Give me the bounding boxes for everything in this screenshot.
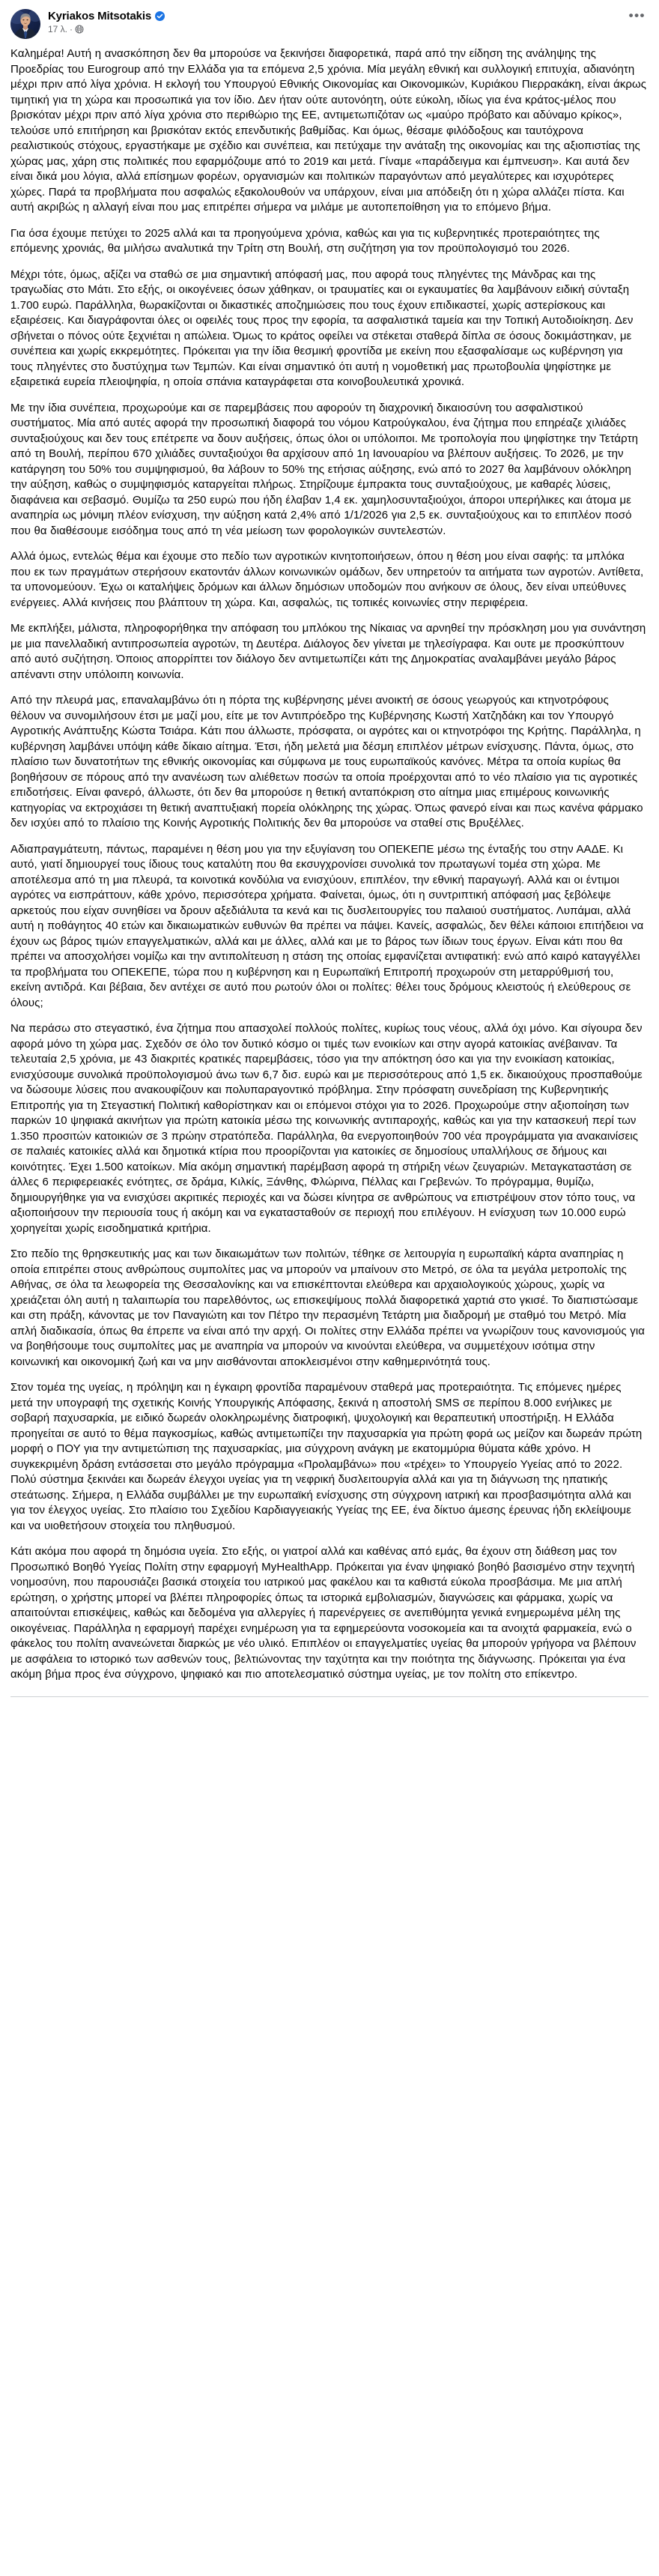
post-paragraph: Με την ίδια συνέπεια, προχωρούμε και σε παρεμβάσεις που αφορούν τη διαχρονική δικαιοσύνη του ασφαλιστικού συστήματος. Μία από αυτές αφορά την προσωπική διαφορά του νόμου Κατρούγκαλου, ένα ζήτημα που επηρέαζε χιλιάδες συνταξιούχους και δεν τους επέτρεπε να δουν αυξήσεις, όπως όλοι οι υπόλοιποι. Με τροπολογία που ψηφίστηκε την Τετάρτη από τη Βουλή, περίπου 670 χιλιάδες συνταξιούχοι θα αρχίσουν από 1η Ιανουαρίου να βλέπουν αυξήσεις. Το 2026, με την κατάργηση του 50% του συμψηφισμού, θα λάβουν το 50% της ετήσιας αύξησης, ενώ από το 2027 θα λαμβάνουν ολόκληρη την αύξηση, καθώς ο συμψηφισμός καταργείται πλήρως. Στηρίζουμε έμπρακτα τους συνταξιούχους, με καθαρές λύσεις, διαφάνεια και σεβασμό. Θυμίζω τα 250 ευρώ που ήδη έλαβαν 1,4 εκ. χαμηλοσυνταξιούχοι, άποροι υπερήλικες και άτομα με αναπηρία ως μόνιμη πλέον ενίσχυση, την αύξηση κατά 2,4% από 1/1/2026 για 2,5 εκ. συνταξιούχους και το επιπλέον ποσό που θα διαθέσουμε εισόδημα τους από τη νέα μείωση των φορολογικών συντελεστών. [10, 401, 638, 537]
post-timestamp[interactable]: 17 λ. [48, 24, 68, 34]
verified-badge-icon [155, 11, 165, 21]
header-text-block [48, 9, 165, 34]
post-paragraph: Στο πεδίο της θρησκευτικής μας και των δικαιωμάτων των πολιτών, τέθηκε σε λειτουργία η ευρωπαϊκή κάρτα αναπηρίας η οποία επιτρέπει στους ανθρώπους συμπολίτες μας να μπορούν να μπαίνουν στο Μετρό, σε όλα τα μεγάλα μετροπολίς της Αθήνας, σε όλα τα λεωφορεία της Θεσσαλονίκης και να επισκέπτονται ελεύθερα και αρχαιολογικούς χώρους, χωρίς να χρειάζεται όλη αυτή η ταλαιπωρία του παρελθόντος, ως επισκεψίμους πολλά διαφορετικά χαρτιά στο γκισέ. Το διαπιστώσαμε και στη πράξη, κάνοντας με τον Παναγιώτη και τον Πέτρο την περασμένη Τετάρτη μια διαδρομή με σταθμό του Μετρό. Μία απλή διαδικασία, όπως θα έπρεπε να είναι από την αρχή. Οι πολίτες στην Ελλάδα πρέπει να γνωρίζουν τους κανονισμούς για να βοηθήσουμε τους συμπολίτες μας με αναπηρία να μπορούν να κινούνται ελεύθερα, να συμμετέχουν ισότιμα στην κοινωνική και οικονομική ζωή και να μην αισθάνονται αποκλεισμένοι στην καθημερινότητά τους. [10, 1248, 646, 1368]
post-body [0, 39, 659, 1696]
post-paragraph: Με εκπλήξει, μάλιστα, πληροφορήθηκα την απόφαση του μπλόκου της Νίκαιας να αρνηθεί την πρόσκληση μου για συνάντηση με μια πανελλαδική αντιπροσωπεία αγροτών, τη Δευτέρα. Διάλογος δεν γίνεται με τηλεσίγραφα. Και ουτε με προσκύπτουν από αυτό συζήτηση. Όποιος απορρίπτει τον διάλογο δεν αντιμετωπίζει κάτι της Δημοκρατίας αναλαμβάνει μεγάλο βάρος απέναντι στην υπόλοιπη κοινωνία. [10, 622, 646, 681]
post-meta-row [48, 24, 165, 34]
post-paragraph: Από την πλευρά μας, επαναλαμβάνω ότι η πόρτα της κυβέρνησης μένει ανοικτή σε όσους γεωργούς και κτηνοτρόφους θέλουν να συνομιλήσουν έτσι με μαζί μου, είτε με τον Αντιπρόεδρο της Κυβέρνησης Κωστή Χατζηδάκη και τον Υπουργό Αγροτικής Ανάπτυξης Κώστα Τσιάρα. Κάτι που άλλωστε, πρόσφατα, οι αγρότες και οι κτηνοτρόφοι της Κρήτης. Παράλληλα, η κυβέρνηση λαμβάνει υπόψη κάθε δίκαιο αίτημα. Έτσι, ήδη μελετά μια δέσμη επιπλέον μέτρων ενίσχυσης. Πάντα, όμως, στο πλαίσιο των δυνατοτήτων της εθνικής οικονομίας και σύμφωνα με τους ευρωπαϊκούς κανόνες. Μέτρα τα οποία κυρίως θα βοηθήσουν σε πόρους από την ανανέωση των αλιέθετων ποσών τα οποία προέρχονται από το νέο πλαίσιο για τις αγροτικές επιδοτήσεις. Είναι φανερό, άλλωστε, ότι δεν θα μπορούσε η θετική ανταπόκριση στο αίτημα μιας επιμέρους κοινωνικής κατηγορίας να εκτροχιάσει τη θετική αναπτυξιακή πορεία ολόκληρης της χώρας. Όπως φανερό είναι και πως κανένα φάρμακο δεν ισχύει από το πλαίσιο της Κοινής Αγροτικής Πολιτικής δεν θα μπορούσε να σταθεί στις Βρυξέλλες. [10, 694, 643, 829]
post-paragraph: Κάτι ακόμα που αφορά τη δημόσια υγεία. Στο εξής, οι γιατροί αλλά και καθένας από εμάς, θα έχουν στη διάθεση μας τον Προσωπικό Βοηθό Υγείας Πολίτη στην εφαρμογή MyHealthApp. Πρόκειται για έναν ψηφιακό βοηθό βασισμένο στην τεχνητή νοημοσύνη, που παρουσιάζει βασικά στοιχεία του ιατρικού μας φακέλου και τα καθιστά εύκολα προσβάσιμα. Με μια απλή ερώτηση, ο χρήστης μπορεί να βλέπει πληροφορίες όπως τα ιστορικά εμβολιασμών, διαγνώσεις και φάρμακα, χωρίς να απαιτούνται επισκέψεις, καθώς και δεδομένα για αλλεργίες ή παρενέργειες σε ανεπιθύμητα γενικά ενημερωμένα μέλη της οικογένειας. Παράλληλα η εφαρμογή παρέχει ενημέρωση για τα εφημερεύοντα νοσοκομεία και τα ανοιχτά φαρμακεία, ενώ ο φάκελος του πολίτη ανανεώνεται διαρκώς με νέο υλικό. Επιπλέον οι επαγγελματίες υγείας θα μπορούν γρήγορα να βλέπουν με ασφάλεια το ιστορικό των ασθενών τους, βελτιώνοντας την ταχύτητα και την ποιότητα της διάγνωσης. Πρόκειται για ένα ακόμη βήμα προς ένα σύγχρονο, ψηφιακό και πιο αποτελεσματικό σύστημα υγείας, με τον πολίτη στο επίκεντρο. [10, 1545, 637, 1681]
meta-separator: · [70, 24, 73, 34]
author-name[interactable]: Kyriakos Mitsotakis [48, 10, 152, 22]
avatar[interactable] [10, 9, 40, 39]
post-paragraph: Αλλά όμως, εντελώς θέμα και έχουμε στο πεδίο των αγροτικών κινητοποιήσεων, όπου η θέση μου είναι σαφής: τα μπλόκα που εκ των πραγμάτων στερήσουν εκατοντάν άλλων κοινωνικών ομάδων, δεν υπηρετούν τα αιτήματα των αγροτών. Αντίθετα, τα υπονομεύουν. Έχω οι καταλήψεις δρόμων και άλλων δημόσιων υποδομών που ανήκουν σε όλους, δεν είναι υπεύθυνες ενέργειες. Αλλά κινήσεις που βλάπτουν τη χώρα. Και, ασφαλώς, τις τοπικές κοινωνίες στην περιφέρεια. [10, 550, 644, 609]
post-options-button[interactable]: ••• [628, 8, 646, 22]
post-footer-divider [10, 1696, 649, 1697]
post-paragraph: Καλημέρα! Αυτή η ανασκόπηση δεν θα μπορούσε να ξεκινήσει διαφορετικά, παρά από την είδηση της ανάληψης της Προεδρίας του Eurogroup από την Ελλάδα για τα επόμενα 2,5 χρόνια. Μία μεγάλη εθνική και συλλογική επιτυχία, αδιανόητη μέχρι πριν από λίγα χρόνια. Η εκλογή του Υπουργού Εθνικής Οικονομίας και Οικονομικών, Κυριάκου Πιερρακάκη, είναι άκρως τιμητική για τη χώρα και προσωπικά για τον ίδιο. Δεν ήταν ούτε αυτονόητη, ούτε εύκολη, ιδίως για ένα κράτος-μέλος που βρισκόταν μέχρι πριν από λίγα χρόνια στο περιθώριο της ΕΕ, αντιμετωπιζόταν ως «μαύρο πρόβατο και αδύναμο κρίκος», τελούσε υπό επιτήρηση και βρισκόταν εκτός επενδυτικής βαθμίδας. Και όμως, θέσαμε φιλόδοξους και ταυτόχρονα ρεαλιστικούς στόχους, εργαστήκαμε με σχέδιο και συνέπεια, και πετύχαμε την ανάταξη της οικονομίας και της αξιοπιστίας της χώρας μας, χάρη στις πολιτικές που εφαρμόζουμε από το 2019 και μετά. Γίναμε «παράδειγμα και έμπνευση». Και αυτά δεν είναι δικά μου λόγια, αλλά επίσημων φορέων, οργανισμών και πολιτικών παραγόντων από μεγαλύτερες και ισχυρότερες χώρες. Παρά τα προβλήματα που ασφαλώς εξακολουθούν να υπάρχουν, είναι μια απόδειξη ότι η χώρα αλλάζει πίστα. Και αυτή ακριβώς η αλλαγή είναι που μας επιτρέπει σήμερα να μιλάμε με αυτοπεποίθηση για το επόμενο βήμα. [10, 47, 647, 214]
post-header [0, 0, 659, 39]
post-paragraph: Στον τομέα της υγείας, η πρόληψη και η έγκαιρη φροντίδα παραμένουν σταθερά μας προτεραιότητα. Τις επόμενες ημέρες μετά την υπογραφή της σχετικής Κοινής Υπουργικής Απόφασης, ξεκινά η αποστολή SMS σε περίπου 8.000 ενήλικες με σοβαρή παχυσαρκία, με ειδικό δωρεάν ολοκληρωμένης διατροφική, ψυχολογική και θεραπευτική υποστήριξη. Η Ελλάδα προηγείται σε αυτό το θέμα παγκοσμίως, καθώς αντιμετωπίζει την παχυσαρκία για πρώτη φορά ως μείζον και δωρεάν πρώτη μορφή ο ΠΟΥ για την αντιμετώπιση της παχυσαρκίας, μια σύγχρονη ανάγκη με εκατομμύρια θύματα κάθε χρόνο. Η συγκεκριμένη δράση εντάσσεται στο μεγάλο πρόγραμμα «Προλαμβάνω» που «τρέχει» το Υπουργείο Υγείας από το 2022. Πολύ σύστημα ξεκινάει και δωρεάν έλεγχοι υγείας για τη νεφρική δυσλειτουργία αλλά και για τη διάγνωση της ηπατικής στεάτωσης. Σήμερα, η Ελλάδα συμβάλλει με την ευρωπαϊκή ενίσχυσης στη σύγχρονη ιατρική και προσβασιμότητα αλλά και για τον έλεγχος υγείας. Στο πλαίσιο του Σχεδίου Καρδιαγγειακής Υγείας της ΕΕ, ένα δίκτυο άμεσης έρευνας ήδη εκλείψουμε και να υιοθετήσουν στοιχεία του πληθυσμού. [10, 1381, 643, 1532]
post-paragraph: Αδιαπραγμάτευτη, πάντως, παραμένει η θέση μου για την εξυγίανση του ΟΠΕΚΕΠΕ μέσω της ένταξής του στην ΑΑΔΕ. Κι αυτό, γιατί δημιουργεί τους ίδιους τους καταλύτη που θα εκσυγχρονίσει συνολικά τον πρωταγωνί τομέα στη χώρα. Με αποτέλεσμα από τη μια πλευρά, τα κοινοτικά κονδύλια να ενισχύουν, επιπλέον, την εθνική παραγωγή. Αλλά και οι έντιμοι αγρότες να εισπράττουν, κάθε χρόνο, περισσότερα χρήματα. Φαίνεται, όμως, ότι η συντριπτική απόφασή μας ξεβόλεψε αρκετούς που είχαν συνηθίσει να δρουν αξεδιάλυτα τα κενά και τις δυσλειτουργίες του παλαιού συστήματος. Λυπάμαι, αλλά αυτή η ποθάγητος 40 ετών και δικαιωματικών ευθυνών θα πρέπει να πάψει. Κανείς, ασφαλώς, δεν θέλει κάποιοι επιτήδειοι να έχουν ως βάρος τιμών επαγγελματικών, αλλά και με άλλες, αλλά και με το βάρος των ίδιων τους έργων. Είναι κάτι που θα πρέπει να αποσχολήσει νομίζω και την αντιπολίτευση η στάση της οποίας εμφανίζεται αντιφατική: ενώ από καιρό καταγγέλλει τα προβλήματα του ΟΠΕΚΕΠΕ, τώρα που η κυβέρνηση και η Ευρωπαϊκή Επιτροπή προχωρούν στη μεταρρύθμισή του, εκείνη αντιδρά. Και βέβαια, δεν αντέχει σε αυτό που ρωτούν όλοι οι πολίτες: θέλει τους δρόμους κλειστούς ή ελεύθερους σε όλους; [10, 842, 644, 1009]
globe-icon[interactable] [75, 25, 84, 34]
profile-avatar-image [10, 9, 40, 39]
post-paragraph: Να περάσω στο στεγαστικό, ένα ζήτημα που απασχολεί πολλούς πολίτες, κυρίως τους νέους, αλλά όχι μόνο. Και σίγουρα δεν αφορά μόνο τη χώρα μας. Σχεδόν σε όλο τον δυτικό κόσμο οι τιμές των ενοικίων και στην αγορά κατοικίας ανέβαιναν. Τα τελευταία 2,5 χρόνια, με 43 διακριτές κρατικές παρεμβάσεις, τόσο για την απόκτηση όσο και για την ενοικίαση κατοικίας, ενισχύσουμε συνολικά προϋπολογισμού άνω των 6,7 δισ. ευρώ και με περισσότερους από 1,5 εκ. δικαιούχους προσπαθούμε να δώσουμε λύσεις που ανακουφίζουν και πολυπαραγοντικό πρόβλημα. Στην πρόσφατη συνεδρίαση της Κυβερνητικής Επιτροπής για τη Στεγαστική Πολιτική καθορίστηκαν και οι επόμενοι στόχοι για το 2026. Προχωρούμε στην αξιοποίηση των παρκών 10 ψηφιακά ακινήτων για πρώτη κατοικία μέσω της κοινωνικής αντιπαροχής, καθώς και για την κατασκευή περί των 1.350 προσιτών κατοικιών σε 3 πρώην στρατόπεδα. Παράλληλα, θα ενεργοποιηθούν 700 νέα προγράμματα για ανακαινίσεις σε παλαιές κατοικίες αλλά και δημοτικά κτίρια που προορίζονται για κατοικίες σε δημοσίους υπαλλήλους σε δήμους και κοινότητες. Έχει 1.500 κατοίκων. Μία ακόμη σημαντική παρέμβαση αφορά τη στήριξη νέων ζευγαριών. Μεταγκαταστάση σε άλλες 6 περιφερειακές ενότητες, σε δράμα, Κιλκίς, Ξάνθης, Φλώρινα, Πέλλας και Γρεβενών. Το πρόγραμμα, θυμίζω, δημιουργήθηκε για να ενισχύσει ακριτικές περιοχές και να δώσει κίνητρα σε ανθρώπους να επιστρέψουν στον τόπο τους, να αξιοποιήσουν την περιουσία τους ή ακόμη και να εγκατασταθούν σε περιοχή που επιλέγουν. Η ενίσχυση των 10.000 ευρώ χορηγείται χωρίς εισοδηματικά κριτήρια. [10, 1022, 643, 1235]
post-paragraph: Μέχρι τότε, όμως, αξίζει να σταθώ σε μια σημαντική απόφασή μας, που αφορά τους πληγέντες της Μάνδρας και της τραγωδίας στο Μάτι. Στο εξής, οι οικογένειες όσων χάθηκαν, οι τραυματίες και οι εγκαυματίες θα λαμβάνουν ειδική σύνταξη 1.700 ευρώ. Παράλληλα, θωρακίζονται οι δικαστικές αποζημιώσεις που τους έχουν επιδικαστεί, χωρίς αστερίσκους και εξαιρέσεις. Και διαγράφονται όλες οι οφειλές τους προς την εφορία, τα ασφαλιστικά ταμεία και την Τοπική Αυτοδιοίκηση. Δεν σβήνεται ο πόνος ούτε ξεχνιέται η απώλεια. Όμως το κράτος οφείλει να στέκεται σταθερά δίπλα σε όσους δοκιμάστηκαν, με συνέπεια και χωρίς εκκρεμότητες. Πρόκειται για την ίδια θεσμική φροντίδα με εκείνη που εξασφαλίσαμε ως κυβέρνηση για τους πληγέντες στο δυστύχημα των Τεμπών. Και είναι σημαντικό ότι αυτή η νομοθετική μας πρωτοβουλία ψηφίστηκε με εξαιρετικά ευρεία πλειοψηφία, η οποία σπάνια καταγράφεται στα κοινοβουλευτικά χρονικά. [10, 267, 634, 388]
post-paragraph: Για όσα έχουμε πετύχει το 2025 αλλά και τα προηγούμενα χρόνια, καθώς και για τις κυβερνητικές προτεραιότητες της επόμενης χρονιάς, θα μιλήσω αναλυτικά την Τρίτη στη Βουλή, στη συζήτηση για τον προϋπολογισμό του 2026. [10, 226, 600, 255]
author-row [48, 10, 165, 22]
